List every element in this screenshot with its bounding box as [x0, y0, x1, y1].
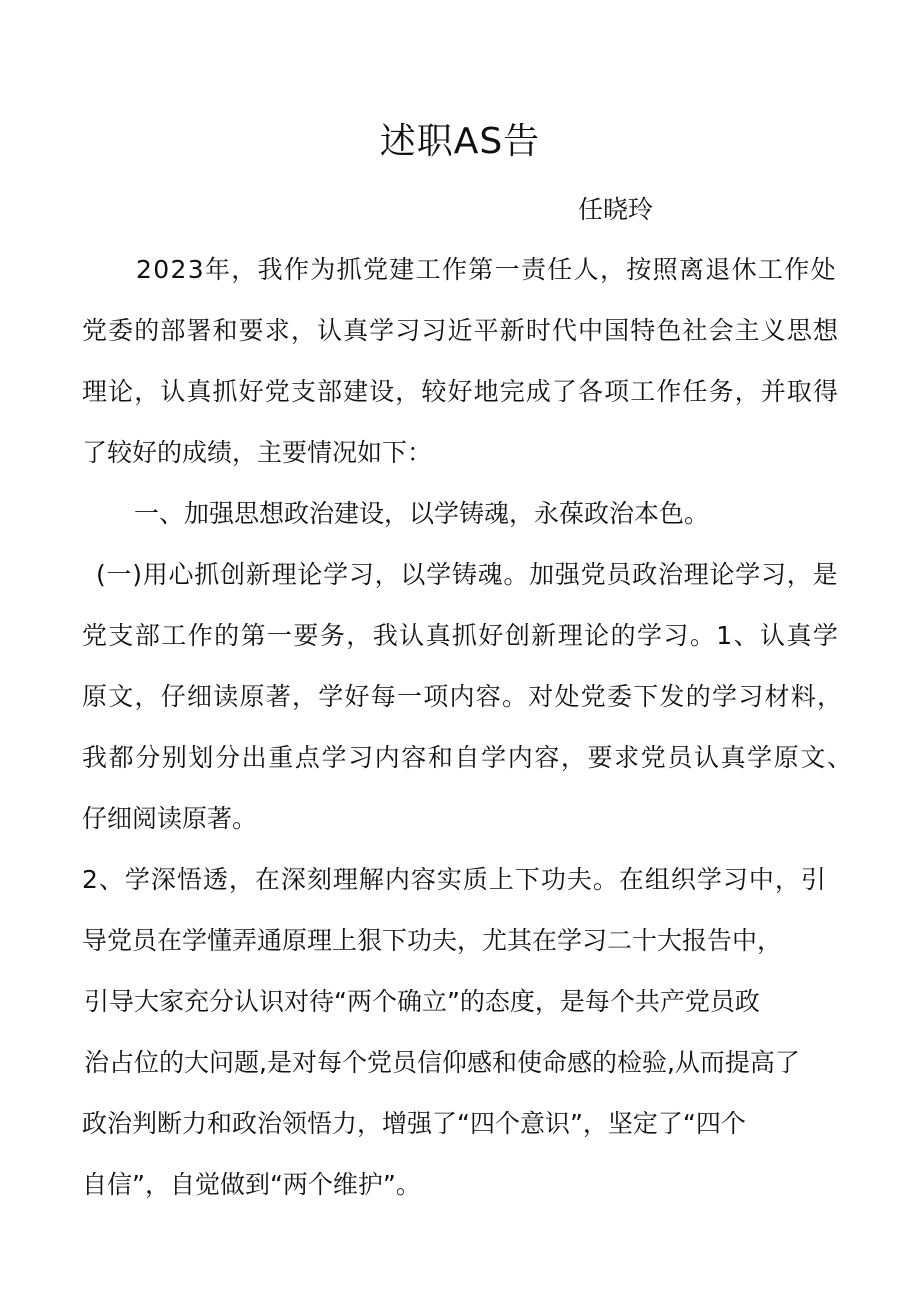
- paragraph-line: 了较好的成绩，主要情况如下：: [82, 438, 433, 467]
- document-title: 述职AS告: [379, 121, 541, 162]
- paragraph-line: 党委的部署和要求，认真学习习近平新时代中国特色社会主义思想: [82, 316, 840, 345]
- paragraph-line: 仔细阅读原著。: [82, 804, 258, 833]
- paragraph-line: 导党员在学懂弄通原理上狠下功夫，尤其在学习二十大报告中，: [82, 926, 783, 955]
- paragraph-line: 治占位的大问题,是对每个党员信仰感和使命感的检验,从而提高了: [84, 1048, 800, 1077]
- paragraph-line: 党支部工作的第一要务，我认真抓好创新理论的学习。1、认真学: [82, 621, 840, 650]
- paragraph-line: 自信”，自觉做到“两个维护”。: [82, 1170, 421, 1199]
- section-heading: 一、加强思想政治建设，以学铸魂，永葆政治本色。: [134, 499, 710, 528]
- paragraph-line: 原文，仔细读原著，学好每一项内容。对处党委下发的学习材料，: [82, 682, 844, 711]
- author-name: 任晓玲: [578, 195, 654, 224]
- paragraph-line: 2023年，我作为抓党建工作第一责任人，按照离退休工作处: [136, 255, 837, 284]
- paragraph-line: 2、学深悟透，在深刻理解内容实质上下功夫。在组织学习中，引: [82, 865, 827, 894]
- paragraph-line: 引导大家充分认识对待“两个确立”的态度，是每个共产党员政: [84, 987, 760, 1016]
- paragraph-line: 政治判断力和政治领悟力，增强了“四个意识”，坚定了“四个: [82, 1109, 746, 1138]
- paragraph-line: 理论，认真抓好党支部建设，较好地完成了各项工作任务，并取得: [82, 377, 840, 406]
- paragraph-line: 我都分别划分出重点学习内容和自学内容，要求党员认真学原文、: [82, 743, 854, 772]
- paragraph-line: (一)用心抓创新理论学习，以学铸魂。加强党员政治理论学习，是: [96, 560, 839, 589]
